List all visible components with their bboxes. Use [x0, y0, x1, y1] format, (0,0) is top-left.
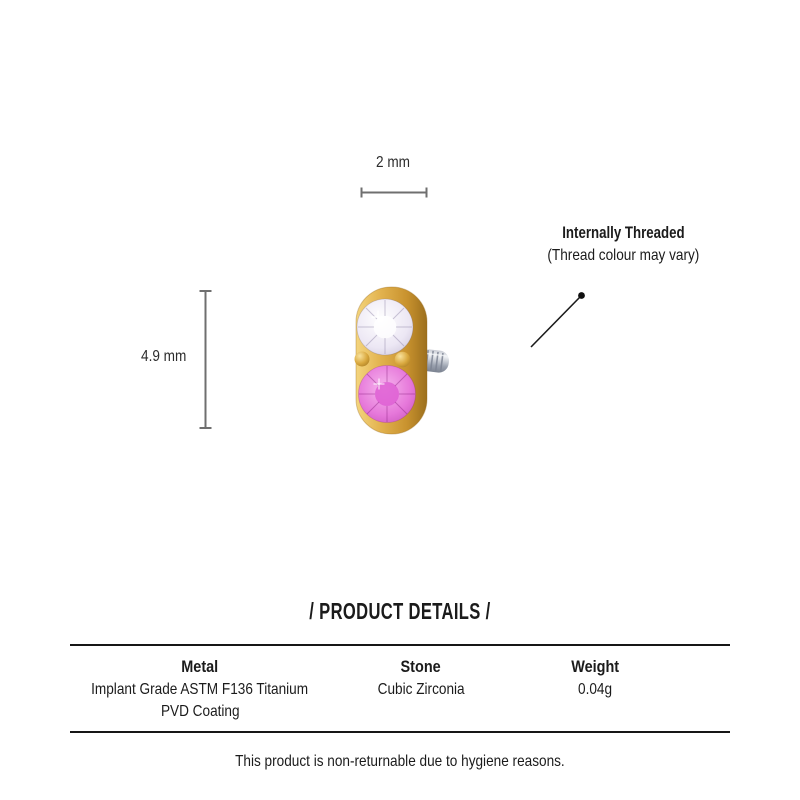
width-measurement-label [343, 154, 443, 172]
prong-bead-right [395, 352, 411, 368]
leader-dot [578, 292, 585, 299]
clear-gem [357, 299, 413, 355]
gold-setting [356, 287, 427, 434]
height-measure-bracket [200, 291, 212, 428]
thread-colour-note: (Thread colour may vary) [547, 247, 699, 264]
jewelry-image [355, 287, 451, 434]
metal-value: Implant Grade ASTM F136 Titanium PVD Coating [91, 681, 309, 720]
height-measurement-text: 4.9 mm [141, 348, 187, 365]
threaded-post [418, 348, 450, 373]
leader-line [531, 292, 585, 347]
product-details-heading: / PRODUCT DETAILS / [309, 598, 491, 624]
pink-gem [359, 366, 416, 423]
weight-value: 0.04g [577, 681, 613, 698]
stone-value: Cubic Zirconia [377, 681, 465, 698]
hygiene-note: This product is non-returnable due to hygiene reasons. [235, 753, 565, 770]
table-bottom-border [70, 731, 730, 733]
table-top-border [70, 644, 730, 646]
width-measure-bracket [362, 188, 427, 198]
internally-threaded-title: Internally Threaded [561, 223, 685, 242]
prong-bead-left [355, 352, 370, 367]
column-header-metal: Metal [181, 657, 219, 676]
column-header-weight: Weight [571, 657, 619, 676]
column-header-stone: Stone [400, 657, 442, 676]
height-measurement-label [128, 348, 200, 366]
width-measurement-text: 2 mm [376, 154, 410, 171]
